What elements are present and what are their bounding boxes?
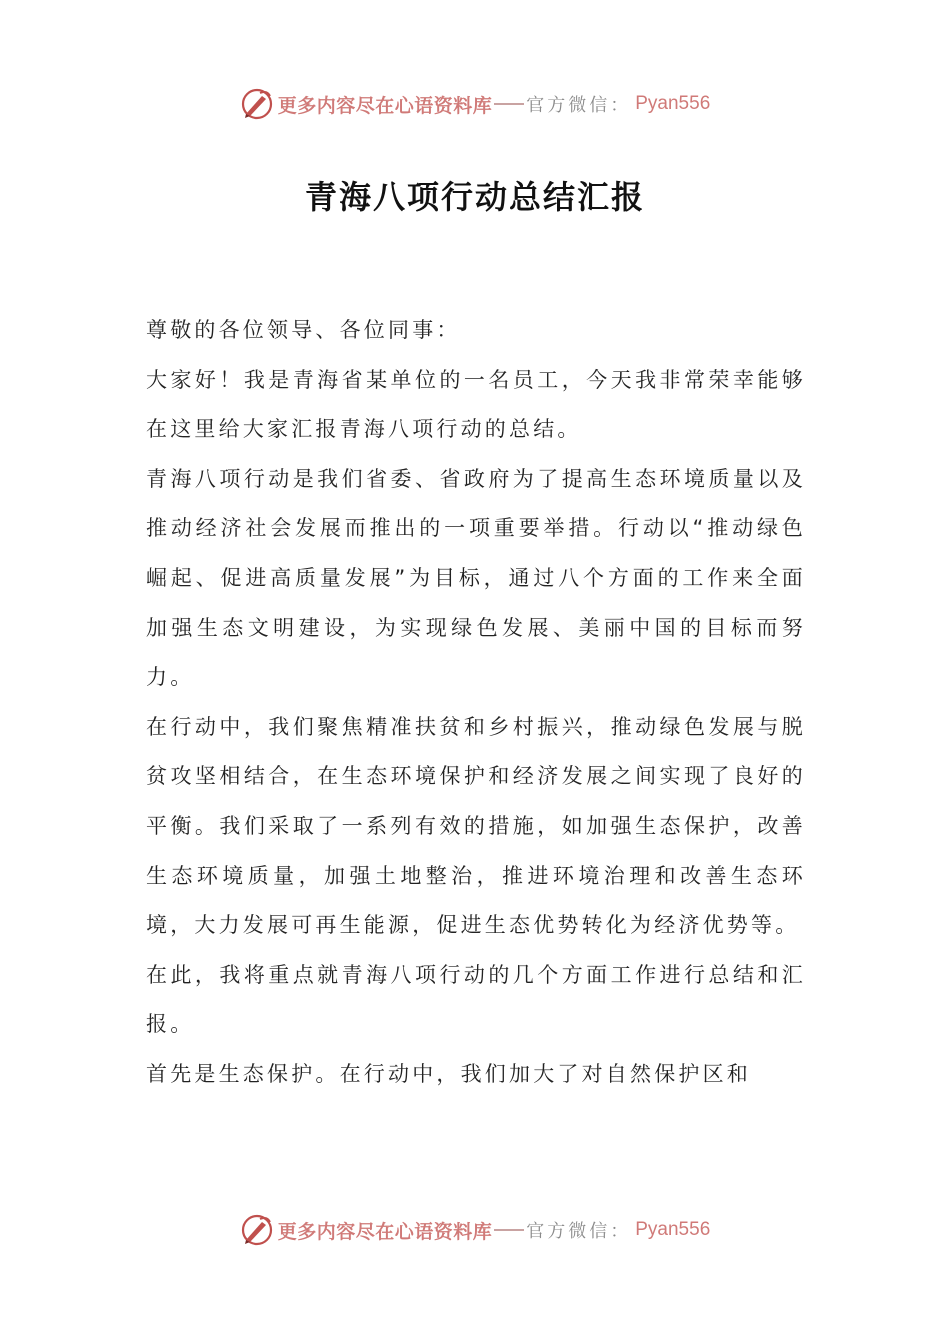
paragraph-ecological-protection: 首先是生态保护。在行动中，我们加大了对自然保护区和: [146, 1061, 751, 1086]
document-title: 青海八项行动总结汇报: [304, 178, 645, 216]
banner-dash: [494, 103, 524, 105]
header-banner: [0, 84, 950, 124]
document-body: [146, 306, 806, 1100]
banner-brand-text: 更多内容尽在心语资料库: [277, 1220, 493, 1243]
paragraph-salutation: 尊敬的各位领导、各位同事：: [146, 318, 461, 342]
footer-banner: [0, 1210, 950, 1250]
paragraph-greeting: 大家好！我是青海省某单位的一名员工，今天我非常荣幸能够在这里给大家汇报青海八项行动的总结。: [146, 367, 806, 442]
banner-wechat-id: Pyan556: [635, 93, 711, 114]
banner-brand-text: 更多内容尽在心语资料库: [277, 94, 493, 117]
banner-wechat-id: Pyan556: [635, 1219, 711, 1240]
paragraph-measures: 在行动中，我们聚焦精准扶贫和乡村振兴，推动绿色发展与脱贫攻坚相结合，在生态环境保护和经济发展之间实现了良好的平衡。我们采取了一系列有效的措施，如加强生态保护，改善生态环境质量，加强土地整治，推进环境治理和改善生态环境，大力发展可再生能源，促进生态优势转化为经济优势等。: [146, 714, 806, 938]
paragraph-summary-intro: 在此，我将重点就青海八项行动的几个方面工作进行总结和汇报。: [146, 962, 806, 1037]
pen-logo-icon: [240, 1213, 274, 1247]
paragraph-introduction: 青海八项行动是我们省委、省政府为了提高生态环境质量以及推动经济社会发展而推出的一项重要举措。行动以“推动绿色崛起、促进高质量发展”为目标，通过八个方面的工作来全面加强生态文明建设，为实现绿色发展、美丽中国的目标而努力。: [146, 466, 806, 690]
banner-wechat-label: 官方微信：: [526, 1221, 632, 1242]
banner-dash: [494, 1229, 524, 1231]
banner-wechat-label: 官方微信：: [526, 95, 632, 116]
pen-logo-icon: [240, 87, 274, 121]
